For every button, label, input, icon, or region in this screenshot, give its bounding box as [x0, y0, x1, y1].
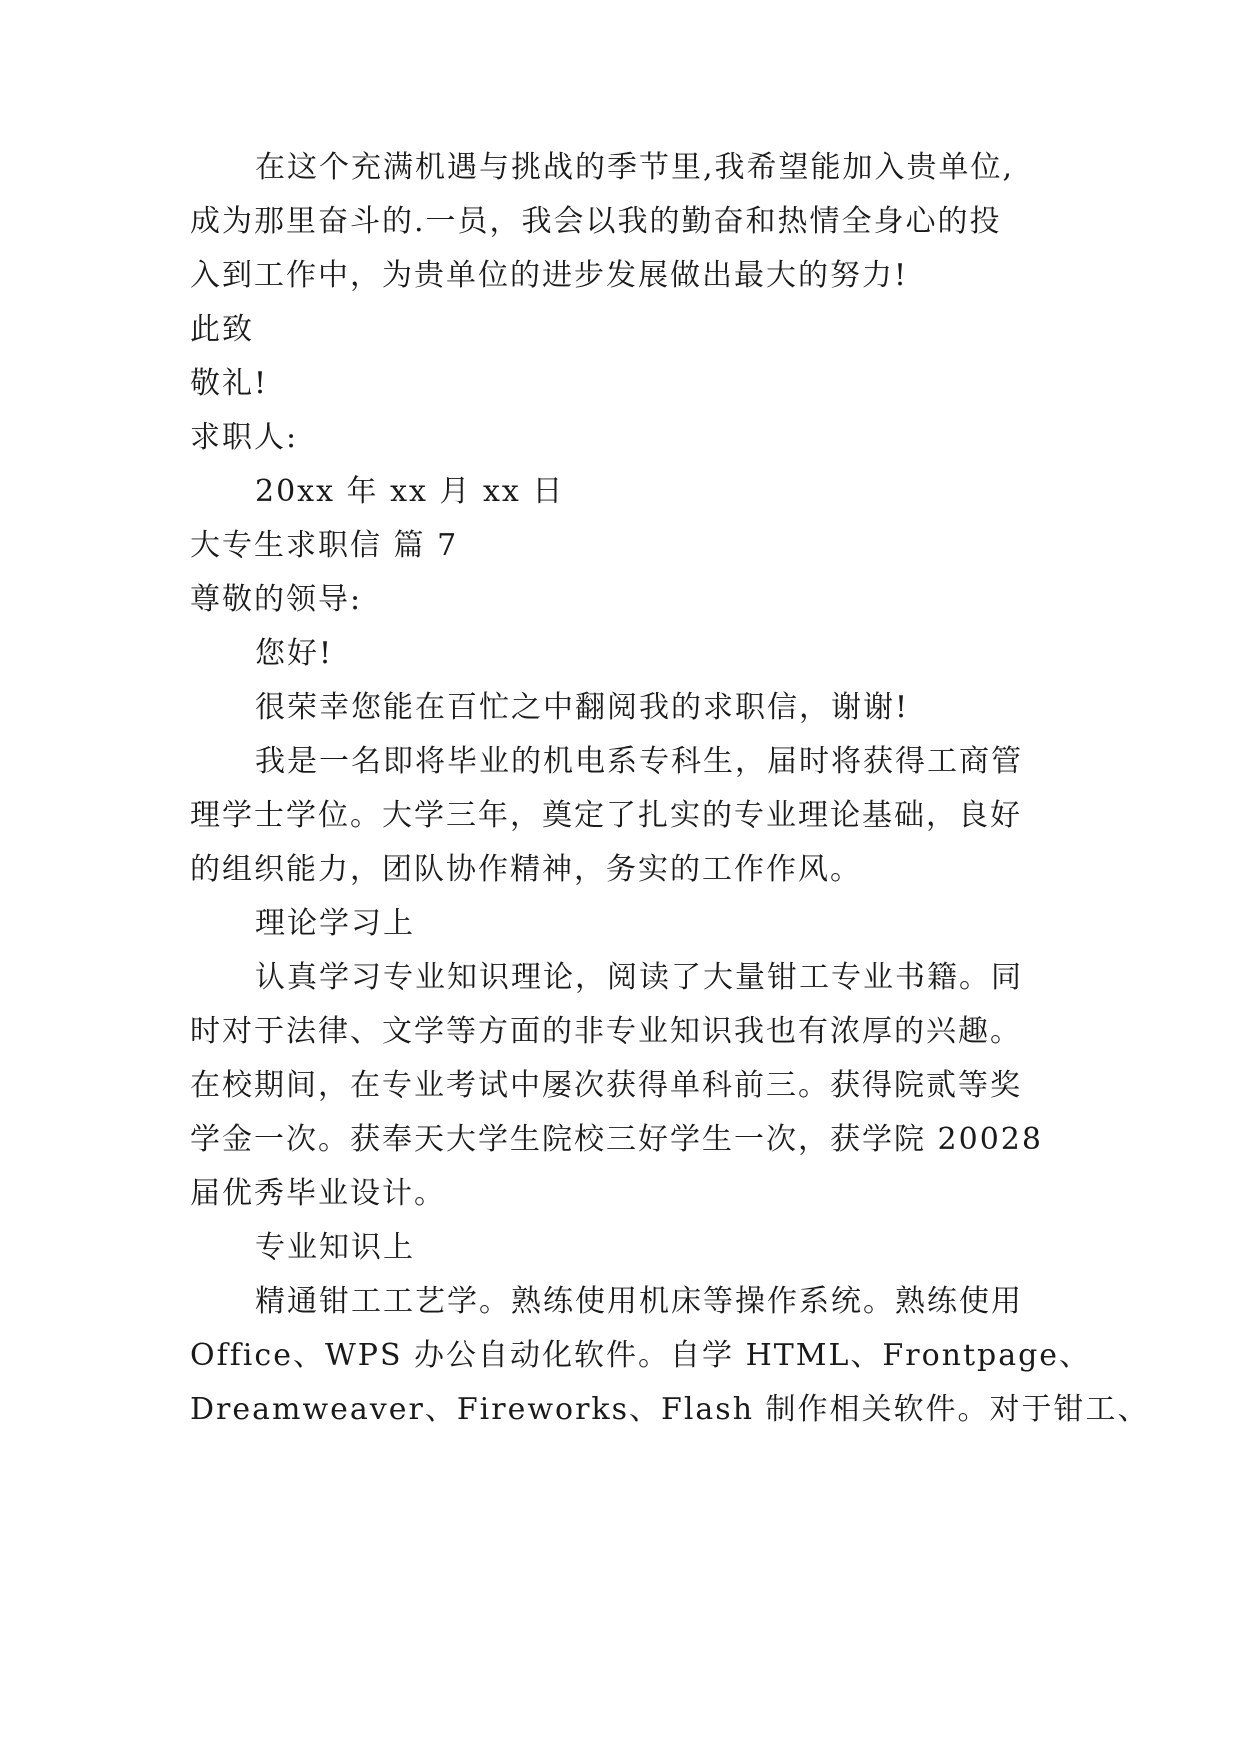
signature-label: 求职人: — [190, 420, 299, 455]
paragraph-line: Dreamweaver、Fireworks、Flash 制作相关软件。对于钳工、 — [190, 1392, 1150, 1427]
greeting: 您好! — [255, 636, 334, 671]
paragraph-line: 入到工作中，为贵单位的进步发展做出最大的努力! — [190, 258, 909, 293]
paragraph-line: 在这个充满机遇与挑战的季节里,我希望能加入贵单位, — [255, 150, 1015, 185]
date-line: 20xx 年 xx 月 xx 日 — [255, 474, 565, 509]
closing-phrase: 此致 — [190, 312, 254, 347]
closing-salutation: 敬礼! — [190, 366, 269, 401]
subheading: 专业知识上 — [255, 1230, 415, 1265]
greeting-recipient: 尊敬的领导: — [190, 582, 363, 617]
paragraph-line: 在校期间，在专业考试中屡次获得单科前三。获得院贰等奖 — [190, 1068, 1022, 1103]
paragraph-line: 认真学习专业知识理论，阅读了大量钳工专业书籍。同 — [255, 960, 1023, 995]
paragraph-line: 精通钳工工艺学。熟练使用机床等操作系统。熟练使用 — [255, 1284, 1023, 1319]
paragraph-line: 我是一名即将毕业的机电系专科生，届时将获得工商管 — [255, 744, 1023, 779]
paragraph-line: 时对于法律、文学等方面的非专业知识我也有浓厚的兴趣。 — [190, 1014, 1022, 1049]
paragraph-line: 的组织能力，团队协作精神，务实的工作作风。 — [190, 852, 862, 887]
paragraph-line: Office、WPS 办公自动化软件。自学 HTML、Frontpage、 — [190, 1338, 1092, 1373]
paragraph-line: 成为那里奋斗的.一员，我会以我的勤奋和热情全身心的投 — [190, 204, 1002, 239]
paragraph-line: 很荣幸您能在百忙之中翻阅我的求职信，谢谢! — [255, 690, 910, 725]
paragraph-line: 理学士学位。大学三年，奠定了扎实的专业理论基础，良好 — [190, 798, 1022, 833]
paragraph-line: 学金一次。获奉天大学生院校三好学生一次，获学院 20028 — [190, 1122, 1043, 1157]
paragraph-line: 届优秀毕业设计。 — [190, 1176, 446, 1211]
section-title: 大专生求职信 篇 7 — [190, 528, 459, 563]
subheading: 理论学习上 — [255, 906, 415, 941]
